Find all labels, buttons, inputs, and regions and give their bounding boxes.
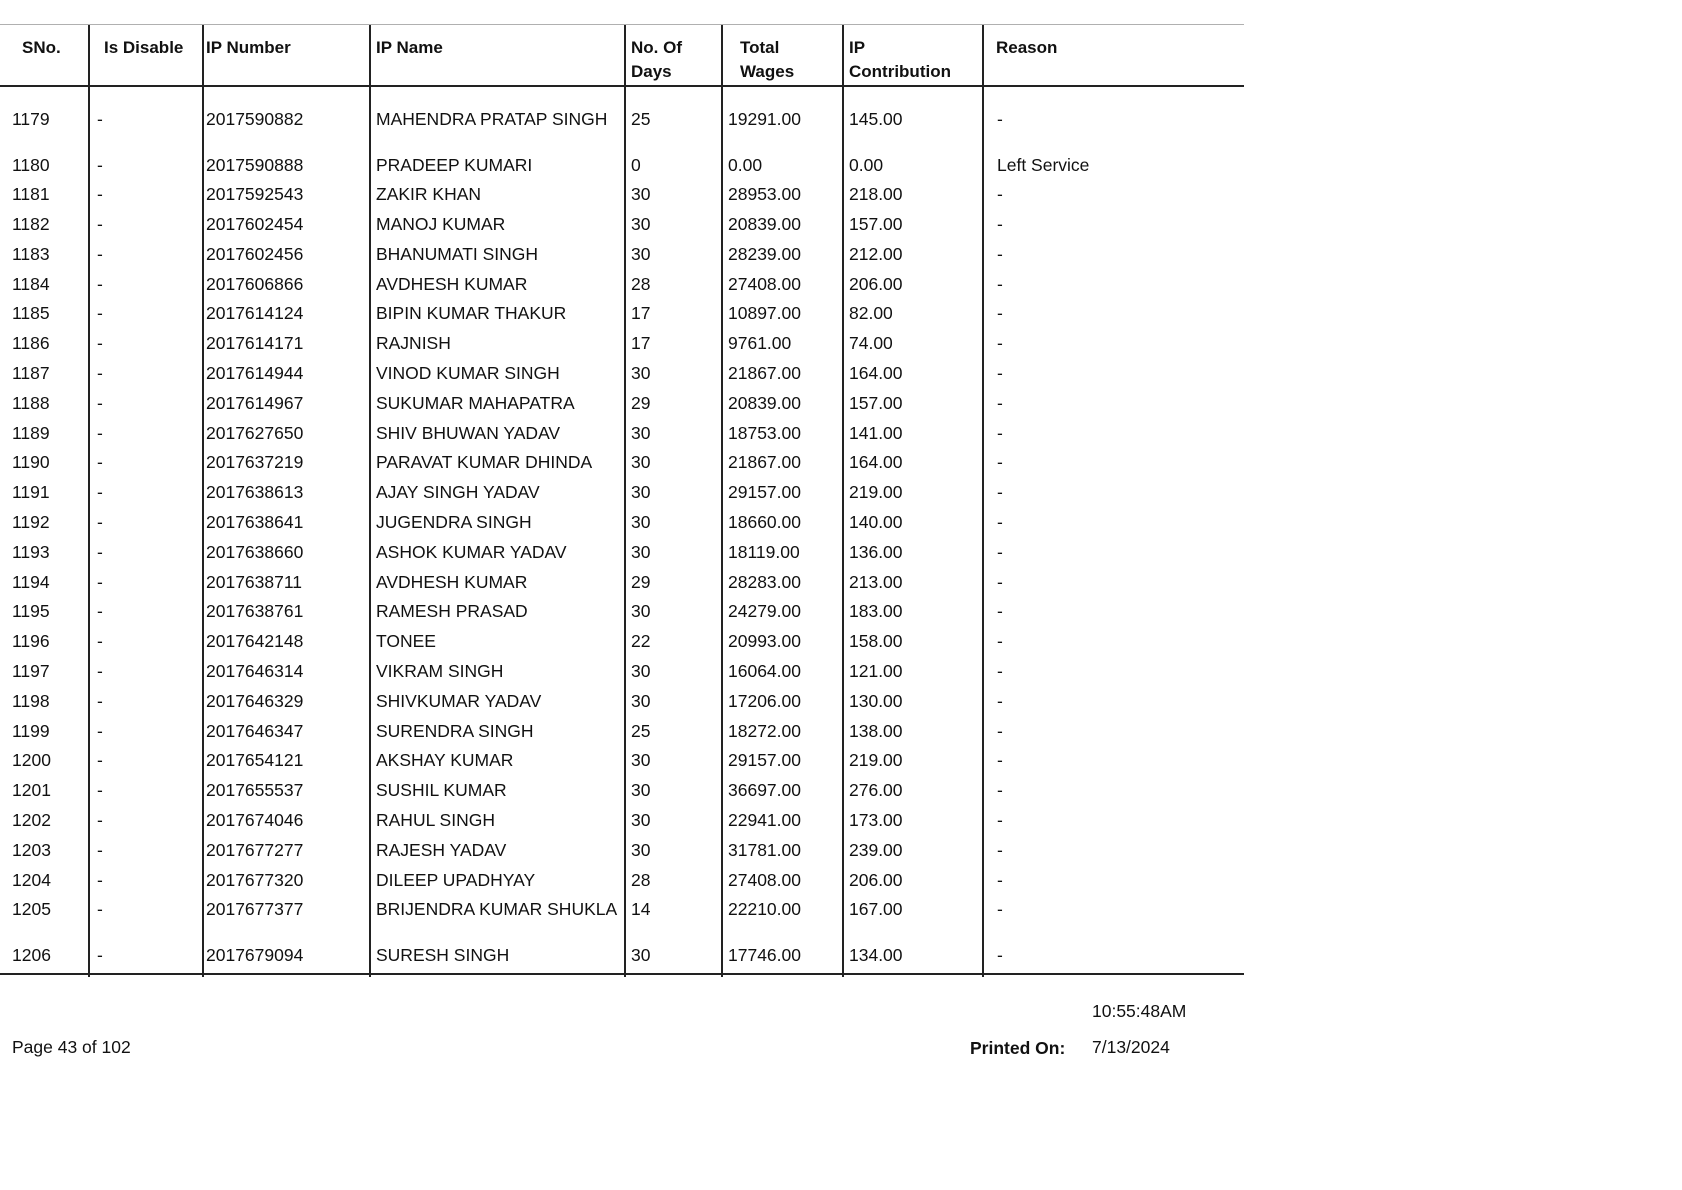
- cell-ip-contribution: 157.00: [849, 392, 903, 413]
- cell-sno: 1184: [12, 273, 50, 294]
- cell-reason: -: [997, 214, 1003, 235]
- cell-days: 28: [631, 869, 651, 890]
- cell-ip-name: MANOJ KUMAR: [376, 214, 506, 235]
- cell-ip-name: VIKRAM SINGH: [376, 661, 504, 682]
- cell-days: 30: [631, 690, 651, 711]
- cell-reason: -: [997, 780, 1003, 801]
- table-row: [0, 240, 1244, 270]
- cell-ip-name: MAHENDRA PRATAP SINGH: [376, 109, 608, 129]
- cell-days: 30: [631, 601, 651, 622]
- cell-is-disable: -: [97, 392, 103, 413]
- cell-ip-name: BHANUMATI SINGH: [376, 243, 539, 264]
- cell-ip-name: AJAY SINGH YADAV: [376, 482, 540, 503]
- cell-ip-contribution: 121.00: [849, 661, 903, 682]
- cell-is-disable: -: [97, 631, 103, 652]
- cell-ip-contribution: 130.00: [849, 690, 903, 711]
- header-ip-number: IP Number: [206, 38, 291, 57]
- cell-days: 30: [631, 512, 651, 533]
- cell-total-wages: 24279.00: [728, 601, 801, 622]
- cell-ip-number: 2017614967: [206, 392, 304, 413]
- table-row: [0, 836, 1244, 866]
- cell-ip-number: 2017638761: [206, 601, 304, 622]
- cell-ip-name: AVDHESH KUMAR: [376, 571, 528, 592]
- cell-ip-contribution: 145.00: [849, 109, 903, 129]
- contribution-table: [0, 24, 1244, 975]
- cell-is-disable: -: [97, 869, 103, 890]
- cell-reason: -: [997, 482, 1003, 503]
- cell-ip-number: 2017606866: [206, 273, 304, 294]
- printed-date: 7/13/2024: [1092, 1037, 1170, 1057]
- cell-ip-contribution: 206.00: [849, 273, 903, 294]
- cell-ip-name: DILEEP UPADHYAY: [376, 869, 536, 890]
- cell-sno: 1200: [12, 750, 51, 771]
- cell-ip-name: SURENDRA SINGH: [376, 720, 534, 741]
- cell-total-wages: 18119.00: [728, 541, 800, 562]
- cell-ip-name: BRIJENDRA KUMAR SHUKLA: [376, 899, 618, 920]
- cell-ip-number: 2017592543: [206, 184, 304, 205]
- cell-ip-name: AVDHESH KUMAR: [376, 273, 528, 294]
- cell-ip-name: ASHOK KUMAR YADAV: [376, 541, 567, 562]
- cell-total-wages: 27408.00: [728, 273, 801, 294]
- table-row: [0, 329, 1244, 359]
- cell-total-wages: 0.00: [728, 154, 763, 175]
- cell-is-disable: -: [97, 944, 103, 965]
- cell-ip-contribution: 167.00: [849, 899, 903, 920]
- cell-is-disable: -: [97, 363, 103, 384]
- cell-days: 29: [631, 571, 651, 592]
- cell-is-disable: -: [97, 601, 103, 622]
- cell-ip-contribution: 0.00: [849, 154, 884, 175]
- cell-days: 30: [631, 214, 651, 235]
- cell-is-disable: -: [97, 273, 103, 294]
- cell-is-disable: -: [97, 541, 103, 562]
- cell-days: 30: [631, 661, 651, 682]
- cell-ip-contribution: 276.00: [849, 780, 903, 801]
- cell-ip-contribution: 213.00: [849, 571, 903, 592]
- table-row: [0, 806, 1244, 836]
- table-row: [0, 508, 1244, 538]
- cell-is-disable: -: [97, 780, 103, 801]
- cell-ip-name: ZAKIR KHAN: [376, 184, 482, 205]
- cell-ip-contribution: 134.00: [849, 944, 903, 965]
- cell-ip-contribution: 74.00: [849, 333, 893, 354]
- table-row: [0, 448, 1244, 478]
- cell-is-disable: -: [97, 303, 103, 324]
- cell-is-disable: -: [97, 452, 103, 473]
- cell-reason: -: [997, 273, 1003, 294]
- cell-days: 22: [631, 631, 651, 652]
- table-row: [0, 717, 1244, 747]
- cell-days: 30: [631, 363, 651, 384]
- cell-sno: 1202: [12, 810, 51, 831]
- cell-total-wages: 21867.00: [728, 452, 801, 473]
- cell-total-wages: 17746.00: [728, 944, 801, 965]
- cell-ip-number: 2017642148: [206, 631, 304, 652]
- cell-ip-number: 2017646314: [206, 661, 304, 682]
- table-row: [0, 657, 1244, 687]
- cell-ip-contribution: 82.00: [849, 303, 893, 324]
- cell-sno: 1197: [12, 661, 50, 682]
- cell-ip-contribution: 158.00: [849, 631, 903, 652]
- cell-is-disable: -: [97, 184, 103, 205]
- cell-sno: 1193: [12, 541, 50, 562]
- cell-sno: 1186: [12, 333, 50, 354]
- table-row: [0, 270, 1244, 300]
- cell-days: 30: [631, 184, 651, 205]
- cell-ip-contribution: 219.00: [849, 750, 903, 771]
- cell-ip-number: 2017614171: [206, 333, 304, 354]
- cell-sno: 1185: [12, 303, 50, 324]
- cell-total-wages: 20839.00: [728, 392, 801, 413]
- table-header: [0, 25, 1244, 87]
- cell-ip-contribution: 218.00: [849, 184, 903, 205]
- cell-is-disable: -: [97, 512, 103, 533]
- header-total-wages: Total Wages: [740, 38, 795, 81]
- cell-reason: -: [997, 363, 1003, 384]
- cell-days: 30: [631, 541, 651, 562]
- cell-is-disable: -: [97, 720, 103, 741]
- cell-is-disable: -: [97, 810, 103, 831]
- cell-days: 30: [631, 780, 651, 801]
- cell-ip-number: 2017646329: [206, 690, 304, 711]
- cell-ip-name: PARAVAT KUMAR DHINDA: [376, 452, 593, 473]
- header-ip-contribution: IP Contribution: [849, 38, 951, 81]
- cell-reason: -: [997, 571, 1003, 592]
- cell-ip-contribution: 212.00: [849, 243, 903, 264]
- cell-ip-number: 2017638660: [206, 541, 304, 562]
- cell-days: 30: [631, 243, 651, 264]
- cell-total-wages: 28953.00: [728, 184, 801, 205]
- cell-ip-name: PRADEEP KUMARI: [376, 154, 533, 175]
- cell-ip-name: RAHUL SINGH: [376, 810, 495, 831]
- cell-reason: -: [997, 944, 1003, 965]
- cell-ip-name: RAMESH PRASAD: [376, 601, 528, 622]
- cell-ip-number: 2017677320: [206, 869, 304, 890]
- cell-reason: Left Service: [997, 154, 1090, 175]
- table-row: [0, 419, 1244, 449]
- cell-ip-number: 2017677277: [206, 839, 304, 860]
- cell-ip-contribution: 164.00: [849, 363, 903, 384]
- table-row: [0, 597, 1244, 627]
- cell-ip-contribution: 140.00: [849, 512, 903, 533]
- cell-sno: 1206: [12, 944, 51, 965]
- cell-total-wages: 19291.00: [728, 109, 801, 129]
- cell-reason: -: [997, 690, 1003, 711]
- cell-reason: -: [997, 810, 1003, 831]
- cell-sno: 1201: [12, 780, 51, 801]
- cell-days: 25: [631, 720, 651, 741]
- table-row: [0, 941, 1244, 971]
- cell-ip-name: SUSHIL KUMAR: [376, 780, 507, 801]
- table-row: [0, 478, 1244, 508]
- cell-reason: -: [997, 750, 1003, 771]
- cell-sno: 1179: [12, 109, 50, 129]
- cell-ip-name: RAJNISH: [376, 333, 451, 354]
- cell-sno: 1195: [12, 601, 50, 622]
- table-row: [0, 151, 1244, 181]
- cell-days: 30: [631, 944, 651, 965]
- cell-sno: 1198: [12, 690, 50, 711]
- cell-days: 30: [631, 750, 651, 771]
- cell-ip-contribution: 183.00: [849, 601, 903, 622]
- cell-total-wages: 29157.00: [728, 750, 801, 771]
- cell-days: 30: [631, 482, 651, 503]
- cell-sno: 1188: [12, 392, 50, 413]
- table-body: [0, 87, 1244, 973]
- cell-days: 25: [631, 109, 651, 129]
- cell-reason: -: [997, 243, 1003, 264]
- cell-is-disable: -: [97, 899, 103, 920]
- cell-total-wages: 36697.00: [728, 780, 801, 801]
- cell-ip-name: SHIV BHUWAN YADAV: [376, 422, 561, 443]
- table-row: [0, 895, 1244, 941]
- table-row: [0, 866, 1244, 896]
- cell-sno: 1204: [12, 869, 51, 890]
- cell-sno: 1180: [12, 154, 50, 175]
- cell-reason: -: [997, 720, 1003, 741]
- cell-reason: -: [997, 869, 1003, 890]
- cell-reason: -: [997, 452, 1003, 473]
- cell-reason: -: [997, 184, 1003, 205]
- cell-is-disable: -: [97, 243, 103, 264]
- cell-ip-contribution: 136.00: [849, 541, 903, 562]
- cell-sno: 1182: [12, 214, 50, 235]
- header-reason: Reason: [996, 38, 1058, 57]
- cell-total-wages: 28239.00: [728, 243, 801, 264]
- cell-sno: 1203: [12, 839, 51, 860]
- cell-is-disable: -: [97, 661, 103, 682]
- cell-is-disable: -: [97, 214, 103, 235]
- header-sno: SNo.: [22, 38, 61, 57]
- cell-days: 0: [631, 154, 641, 175]
- cell-days: 30: [631, 810, 651, 831]
- table-row: [0, 210, 1244, 240]
- cell-total-wages: 28283.00: [728, 571, 801, 592]
- table-row: [0, 627, 1244, 657]
- cell-sno: 1189: [12, 422, 50, 443]
- cell-ip-name: SHIVKUMAR YADAV: [376, 690, 542, 711]
- cell-ip-name: VINOD KUMAR SINGH: [376, 363, 560, 384]
- table-row: [0, 568, 1244, 598]
- cell-ip-name: SUKUMAR MAHAPATRA: [376, 392, 575, 413]
- cell-total-wages: 17206.00: [728, 690, 801, 711]
- header-ip-name: IP Name: [376, 38, 443, 57]
- cell-reason: -: [997, 541, 1003, 562]
- cell-ip-number: 2017602454: [206, 214, 304, 235]
- cell-days: 29: [631, 392, 651, 413]
- cell-ip-number: 2017677377: [206, 899, 304, 920]
- cell-ip-contribution: 206.00: [849, 869, 903, 890]
- cell-is-disable: -: [97, 154, 103, 175]
- table-row: [0, 687, 1244, 717]
- cell-ip-number: 2017655537: [206, 780, 304, 801]
- cell-is-disable: -: [97, 422, 103, 443]
- cell-is-disable: -: [97, 571, 103, 592]
- cell-total-wages: 16064.00: [728, 661, 801, 682]
- cell-ip-number: 2017614944: [206, 363, 304, 384]
- cell-sno: 1194: [12, 571, 50, 592]
- cell-total-wages: 27408.00: [728, 869, 801, 890]
- table-row: [0, 105, 1244, 151]
- table-row: [0, 299, 1244, 329]
- cell-reason: -: [997, 661, 1003, 682]
- printed-time: 10:55:48AM: [1092, 1001, 1187, 1021]
- cell-reason: -: [997, 601, 1003, 622]
- cell-total-wages: 22941.00: [728, 810, 801, 831]
- cell-reason: -: [997, 303, 1003, 324]
- cell-total-wages: 18272.00: [728, 720, 801, 741]
- cell-days: 30: [631, 422, 651, 443]
- cell-days: 14: [631, 899, 651, 920]
- cell-days: 28: [631, 273, 651, 294]
- cell-ip-number: 2017637219: [206, 452, 304, 473]
- cell-ip-contribution: 141.00: [849, 422, 903, 443]
- table-row: [0, 359, 1244, 389]
- cell-reason: -: [997, 631, 1003, 652]
- cell-sno: 1187: [12, 363, 50, 384]
- cell-total-wages: 20839.00: [728, 214, 801, 235]
- cell-ip-number: 2017638641: [206, 512, 304, 533]
- cell-ip-name: BIPIN KUMAR THAKUR: [376, 303, 567, 324]
- cell-ip-number: 2017638613: [206, 482, 304, 503]
- cell-sno: 1192: [12, 512, 50, 533]
- cell-ip-contribution: 164.00: [849, 452, 903, 473]
- cell-is-disable: -: [97, 333, 103, 354]
- cell-is-disable: -: [97, 482, 103, 503]
- cell-ip-name: SURESH SINGH: [376, 944, 510, 965]
- cell-sno: 1191: [12, 482, 50, 503]
- cell-sno: 1183: [12, 243, 50, 264]
- cell-is-disable: -: [97, 690, 103, 711]
- cell-ip-number: 2017638711: [206, 571, 303, 592]
- cell-ip-number: 2017654121: [206, 750, 304, 771]
- cell-is-disable: -: [97, 109, 103, 129]
- cell-days: 30: [631, 839, 651, 860]
- header-is-disable: Is Disable: [104, 38, 184, 57]
- cell-total-wages: 18660.00: [728, 512, 801, 533]
- table-row: [0, 389, 1244, 419]
- cell-total-wages: 20993.00: [728, 631, 801, 652]
- cell-ip-contribution: 138.00: [849, 720, 903, 741]
- cell-ip-number: 2017627650: [206, 422, 304, 443]
- cell-ip-name: JUGENDRA SINGH: [376, 512, 532, 533]
- cell-ip-number: 2017646347: [206, 720, 304, 741]
- cell-sno: 1196: [12, 631, 50, 652]
- cell-reason: -: [997, 109, 1003, 129]
- cell-sno: 1190: [12, 452, 50, 473]
- header-no-of-days: No. Of Days: [631, 38, 682, 81]
- cell-reason: -: [997, 839, 1003, 860]
- cell-total-wages: 9761.00: [728, 333, 792, 354]
- cell-days: 17: [631, 333, 651, 354]
- cell-sno: 1181: [12, 184, 50, 205]
- cell-sno: 1199: [12, 720, 50, 741]
- cell-ip-name: AKSHAY KUMAR: [376, 750, 514, 771]
- cell-total-wages: 18753.00: [728, 422, 801, 443]
- table-row: [0, 180, 1244, 210]
- cell-is-disable: -: [97, 750, 103, 771]
- cell-days: 30: [631, 452, 651, 473]
- cell-reason: -: [997, 333, 1003, 354]
- cell-total-wages: 10897.00: [728, 303, 801, 324]
- cell-ip-contribution: 157.00: [849, 214, 903, 235]
- cell-ip-number: 2017590888: [206, 154, 304, 175]
- table-row: [0, 776, 1244, 806]
- table-row: [0, 538, 1244, 568]
- page-number: Page 43 of 102: [12, 1037, 131, 1057]
- cell-total-wages: 22210.00: [728, 899, 801, 920]
- cell-reason: -: [997, 422, 1003, 443]
- cell-ip-number: 2017602456: [206, 243, 304, 264]
- cell-ip-number: 2017679094: [206, 944, 304, 965]
- cell-ip-name: TONEE: [376, 631, 436, 652]
- cell-is-disable: -: [97, 839, 103, 860]
- printed-on-label: Printed On:: [970, 1038, 1066, 1058]
- cell-reason: -: [997, 899, 1003, 920]
- cell-days: 17: [631, 303, 651, 324]
- cell-ip-contribution: 219.00: [849, 482, 903, 503]
- cell-total-wages: 31781.00: [728, 839, 801, 860]
- cell-reason: -: [997, 512, 1003, 533]
- cell-total-wages: 29157.00: [728, 482, 801, 503]
- cell-ip-contribution: 239.00: [849, 839, 903, 860]
- cell-reason: -: [997, 392, 1003, 413]
- cell-ip-contribution: 173.00: [849, 810, 903, 831]
- cell-ip-number: 2017674046: [206, 810, 304, 831]
- cell-ip-number: 2017614124: [206, 303, 304, 324]
- cell-total-wages: 21867.00: [728, 363, 801, 384]
- cell-ip-number: 2017590882: [206, 109, 304, 129]
- table-row: [0, 746, 1244, 776]
- cell-ip-name: RAJESH YADAV: [376, 839, 507, 860]
- cell-sno: 1205: [12, 899, 51, 920]
